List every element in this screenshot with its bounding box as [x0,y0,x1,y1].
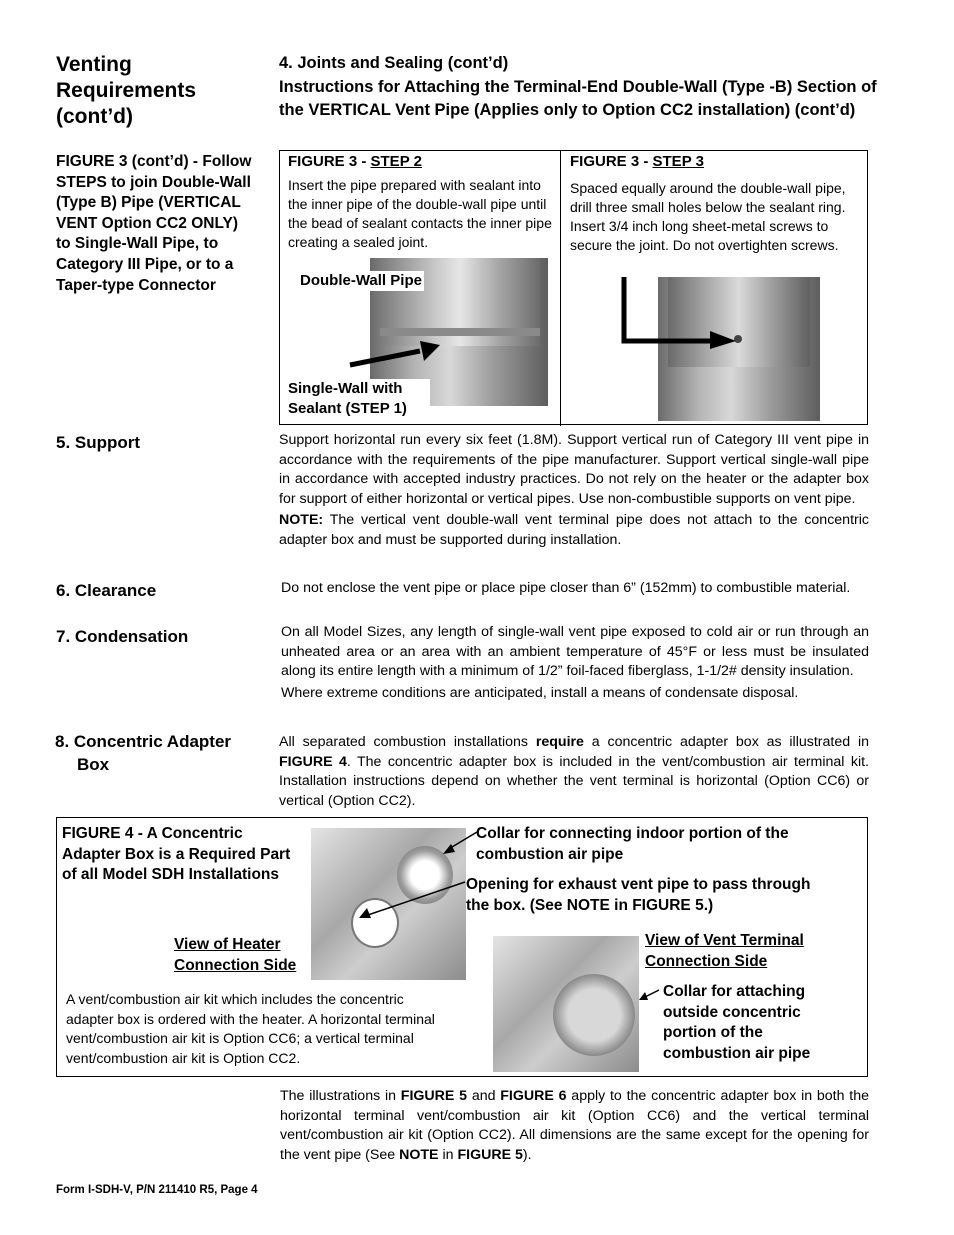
section-title [56,52,256,130]
title-line-3: (cont’d) [56,105,133,128]
ill-t4: in [438,1146,458,1163]
vent-view-line2: Connection Side [645,952,768,970]
figure3-step3-text: Spaced equally around the double-wall pipe, drill three small holes below the sealant ring. Insert 3/4 inch long sheet-metal screws to secure the joint. Do not overtighten screws. [570,180,846,253]
label-single-wall-line1: Single-Wall with [288,380,403,397]
adapter-figure4-ref: FIGURE 4 [279,753,347,770]
figure4-caption: FIGURE 4 - A Concentric Adapter Box is a Required Part of all Model SDH Installations [62,825,291,884]
figure3-box [279,150,868,425]
ill-figure5-ref-2: FIGURE 5 [457,1146,523,1163]
support-heading: 5. Support [56,433,141,452]
label-double-wall-pipe: Double-Wall Pipe [300,272,422,289]
adapter-t3: . The concentric adapter box is included in the vent/combustion air terminal kit. Installation instructions depend on whether the vent terminal is horizontal (Option CC6) or vertical (Option CC2). [279,753,869,809]
ill-note-ref: NOTE [399,1146,439,1163]
title-line-2: Requirements [56,79,197,102]
adapter-t2: a concentric adapter box as illustrated in [583,734,869,750]
adapter-t1: All separated combustion installations [279,734,536,750]
step2-prefix: FIGURE 3 - [288,153,371,170]
ill-figure6-ref: FIGURE 6 [500,1088,567,1104]
label-single-wall [288,379,430,419]
opening-line1: Opening for exhaust vent pipe to pass through [466,876,811,893]
note-text: The vertical vent double-wall vent terminal pipe does not attach to the concentric adapter box and must be supported during installation. [279,512,869,548]
label-single-wall-line2: Sealant (STEP 1) [288,400,407,417]
adapter-require: require [535,734,584,750]
label-indoor-collar [476,824,789,865]
arrow-to-collar-icon [441,826,481,858]
figure3-step2-text: Insert the pipe prepared with sealant into the inner pipe of the double-wall pipe until the bead of sealant contacts the inner pipe creating a sealed joint. [288,177,552,250]
figure4-box [56,817,868,1077]
step3-prefix: FIGURE 3 - [570,153,653,170]
note-label: NOTE: [279,512,324,528]
figure3-divider [560,151,561,426]
clearance-text: Do not enclose the vent pipe or place pipe closer than 6” (152mm) to combustible material. [281,580,851,596]
adapter-text [279,733,869,811]
arrow-to-opening-icon [357,876,469,922]
outside-collar [553,974,635,1056]
ill-t2: and [467,1088,501,1104]
heater-view-line1: View of Heater [174,936,281,953]
figure3-side-caption: FIGURE 3 (cont’d) - Follow STEPS to join Double-Wall (Type B) Pipe (VERTICAL VENT Option CC2 ONLY) to Single-Wall Pipe, to Category III Pipe, or to a Taper-type Connector [56,153,252,294]
arrow-to-outside-collar-icon [637,986,661,1004]
support-paragraph: Support horizontal run every six feet (1.8M). Support vertical run of Category III vent pipe in accordance with the requirements of the pipe manufacturer. Support vertical single-wall pipe in accordance with accepted industry practices. Do not rely on the heater or the adapter box for support of either horizontal or vertical pipes. Use non-combustible supports on vent pipe. [279,432,869,507]
adapter-box-vent-side [493,936,639,1072]
label-vent-view [645,931,804,972]
adapter-heading-line2: Box [77,755,110,774]
label-exhaust-opening [466,875,810,916]
condensation-paragraph-2: Where extreme conditions are anticipated, install a means of condensate disposal. [281,684,799,701]
adapter-heading-line1: 8. Concentric Adapter [55,732,232,751]
figure3-step3-title [570,153,704,170]
vent-view-line1: View of Vent Terminal [645,932,804,949]
subsection-header [279,52,879,123]
support-text [279,431,869,550]
arrow-bent-icon [618,275,742,349]
adapter-heading [55,730,231,776]
illustrations-text [280,1087,869,1165]
header-line-2: Instructions for Attaching the Terminal-End Double-Wall (Type -B) Section of the VERTICAL Vent Pipe (Applies only to Option CC2 installation) (cont’d) [279,77,877,119]
page-footer: Form I-SDH-V, P/N 211410 R5, Page 4 [56,1184,258,1196]
title-line-1: Venting [56,53,132,76]
clearance-heading: 6. Clearance [56,581,157,600]
figure3-step2-title [288,153,422,170]
condensation-heading: 7. Condensation [56,627,189,646]
step3-label: STEP 3 [652,153,704,170]
support-note [279,511,869,550]
step2-label: STEP 2 [370,153,422,170]
condensation-text [281,623,869,703]
heater-view-line2: Connection Side [174,956,297,974]
ill-figure5-ref: FIGURE 5 [400,1088,468,1104]
kit-description: A vent/combustion air kit which includes the concentric adapter box is ordered with the heater. A horizontal terminal vent/combustion air kit is Option CC6; a vertical terminal vent/combustion air kit is Option CC2. [66,991,435,1066]
ill-t3: apply to the concentric adapter box in both the horizontal terminal vent/combustion air kit (Option CC6) and the vertical terminal vent/combustion air kit (Option CC2). All dimensions are the same except for the opening for the vent pipe (See [280,1088,869,1163]
header-line-1: 4. Joints and Sealing (cont’d) [279,54,509,72]
label-outside-collar: Collar for attaching outside concentric portion of the combustion air pipe [663,983,811,1062]
collar-indoor-line1: Collar for connecting indoor portion of the [476,825,789,842]
collar-indoor-line2: combustion air pipe [476,845,624,863]
label-heater-view [174,935,296,976]
ill-t1: The illustrations in [280,1088,401,1104]
opening-line2: the box. (See NOTE in FIGURE 5.) [466,896,714,914]
arrow-right-icon [348,331,444,371]
condensation-paragraph-1: On all Model Sizes, any length of single-wall vent pipe exposed to cold air or run through an unheated area or an area with an ambient temperature of 45°F or less must be insulated along its entire length with a minimum of 1/2” foil-faced fiberglass, 1-1/2# density insulation. [281,624,869,679]
ill-t5: ). [522,1146,532,1163]
